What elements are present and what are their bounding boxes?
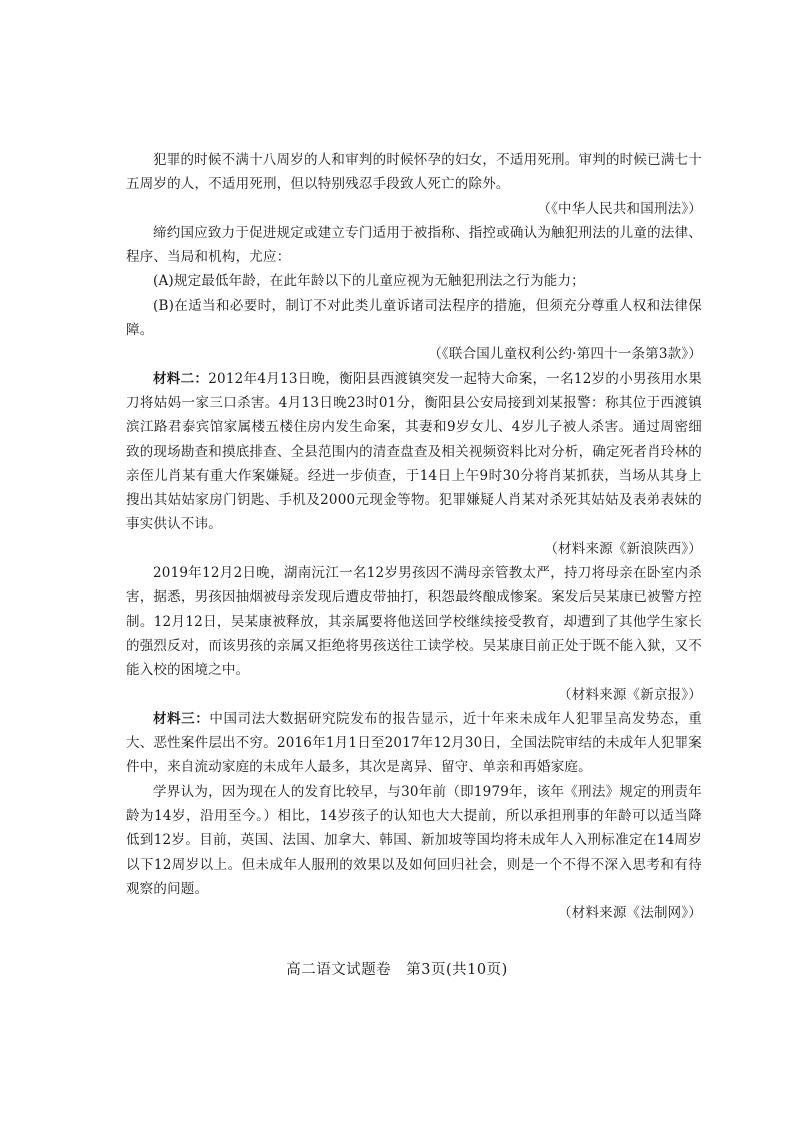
source-citation: （材料来源《新浪陕西》） <box>544 540 702 557</box>
paragraph: 学界认为，因为现在人的发育比较早，与30年前（即1979年，该年《刑法》规定的刑责年龄为14岁，沿用至今。）相比，14岁孩子的认知也大大提前，所以承担刑事的年龄可以适当降低到12岁。目前，英国、法国、加拿大、韩国、新加坡等国均将未成年人入刑标准定在14周岁以下12周岁以上。但未成年人服刑的效果以及如何回归社会，则是一个不得不深入思考和有待观察的问题。 <box>126 783 702 897</box>
paragraph: (A)规定最低年龄，在此年龄以下的儿童应视为无触犯刑法之行为能力； <box>153 273 585 290</box>
paragraph: 2019年12月2日晚，湖南沅江一名12岁男孩因不满母亲管教太严，持刀将母亲在卧室内杀害，据悉，男孩因抽烟被母亲发现后遭皮带抽打，积怨最终酿成惨案。案发后吴某康已被警方控制。12月12日，吴某康被释放，其亲属要将他送回学校继续接受教育，却遭到了其他学生家长的强烈反对，而该男孩的亲属又拒绝将男孩送往工读学校。吴某康目前正处于既不能入狱，又不能入校的困境之中。 <box>126 565 702 679</box>
paragraph-text: 中国司法大数据研究院发布的报告显示，近十年来未成年人犯罪呈高发势态，重大、恶性案件层出不穷。2016年1月1日至2017年12月30日，全国法院审结的未成年人犯罪案件中，来自流动家庭的未成年人最多，其次是离异、留守、单亲和再婚家庭。 <box>126 710 702 776</box>
source-citation: （《联合国儿童权利公约·第四十一条第3款》） <box>428 346 702 363</box>
source-citation: （材料来源《法制网》） <box>558 905 702 922</box>
paragraph: 缔约国应致力于促进规定或建立专门适用于被指称、指控或确认为触犯刑法的儿童的法律、程序、当局和机构，尤应： <box>126 224 702 266</box>
paragraph: 犯罪的时候不满十八周岁的人和审判的时候怀孕的妇女，不适用死刑。审判的时候已满七十五周岁的人，不适用死刑，但以特别残忍手段致人死亡的除外。 <box>126 152 702 193</box>
source-citation: （材料来源《新京报》） <box>558 686 702 703</box>
paragraph-material-three <box>126 707 702 780</box>
page-footer: 高二语文试题卷 第3页(共10页) <box>286 962 508 978</box>
material-label: 材料三： <box>153 710 210 727</box>
paragraph: (B)在适当和必要时，制订不对此类儿童诉诸司法程序的措施，但须充分尊重人权和法律保障。 <box>126 297 702 339</box>
source-citation: （《中华人民共和国刑法》） <box>537 200 702 217</box>
paragraph-text: 2012年4月13日晚，衡阳县西渡镇突发一起特大命案，一名12岁的小男孩用水果刀将姑妈一家三口杀害。4月13日晚23时01分，衡阳县公安局接到刘某报警：称其位于西渡镇滨江路君泰宾馆家属楼五楼住房内发生命案，其妻和9岁女儿、4岁儿子被人杀害。通过周密细致的现场勘查和摸底排查、全县范围内的清查盘查及相关视频资料比对分析，确定死者肖玲林的亲侄儿肖某有重大作案嫌疑。经进一步侦查，于14日上午9时30分将肖某抓获，当场从其身上搜出其姑姑家房门钥匙、手机及2000元现金等物。犯罪嫌疑人肖某对杀死其姑姑及表弟表妹的事实供认不讳。 <box>126 370 702 533</box>
page-content <box>126 148 702 926</box>
paragraph-material-two <box>126 367 702 537</box>
material-label: 材料二： <box>153 370 209 387</box>
